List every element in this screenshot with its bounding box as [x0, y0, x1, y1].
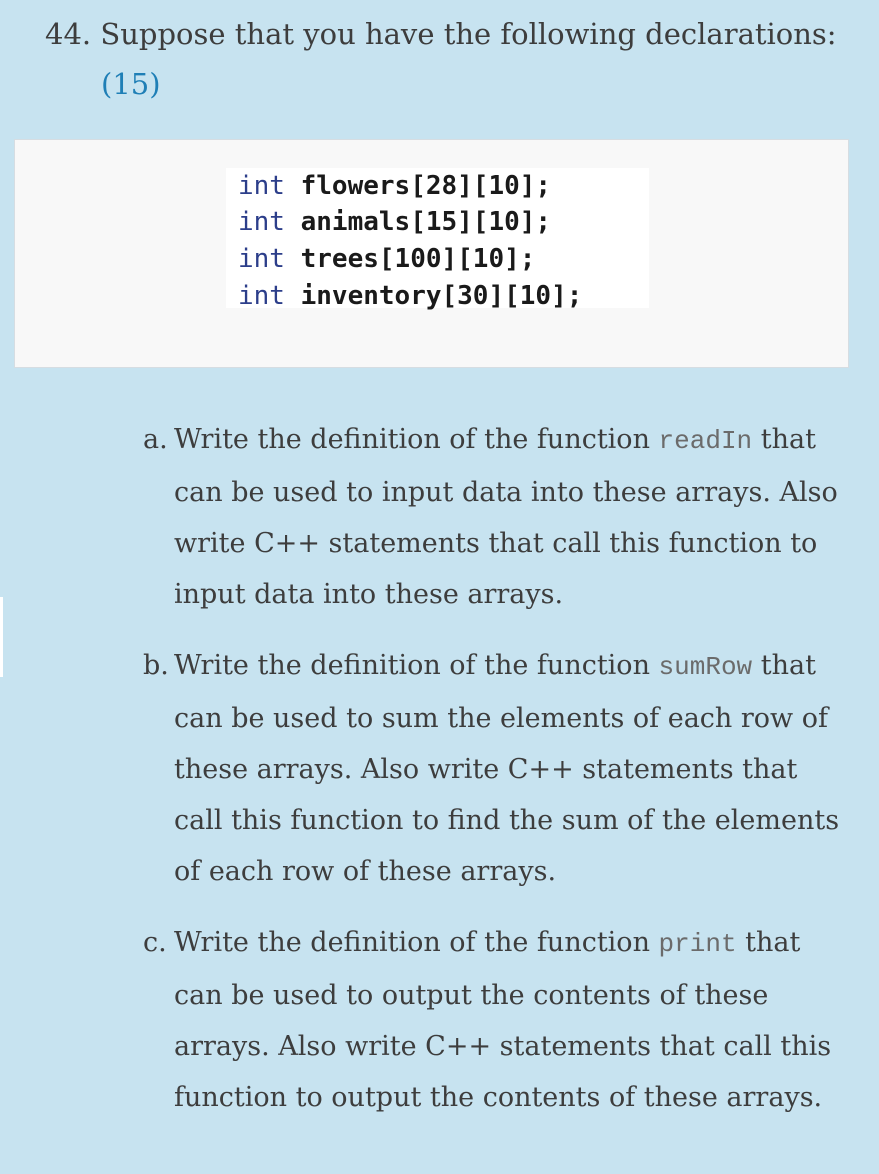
declaration: flowers[28][10];	[300, 171, 552, 201]
type-keyword: int	[238, 244, 285, 274]
question-number: 44.	[45, 17, 92, 51]
question-text: Suppose that you have the following declarations:	[100, 17, 837, 51]
declaration: trees[100][10];	[300, 244, 536, 274]
code-block	[226, 168, 649, 311]
part-text-after: that can be used to sum the elements of each row of these arrays. Also write C++ statements that call this function to find the sum of the elements of each row of these arrays.	[174, 650, 840, 887]
part-b	[143, 640, 843, 897]
part-letter: c.	[143, 927, 167, 958]
part-text-after: that can be used to input data into these arrays. Also write C++ statements that call this function to input data into these arrays.	[174, 424, 838, 610]
code-line-flowers	[238, 168, 551, 204]
code-line-animals	[238, 204, 551, 240]
part-letter: a.	[143, 424, 168, 455]
part-text	[143, 640, 843, 897]
function-name: print	[658, 929, 737, 959]
points-badge: (15)	[101, 67, 161, 101]
type-keyword: int	[238, 281, 285, 311]
part-text	[143, 414, 843, 620]
part-text-before: Write the definition of the function	[174, 424, 659, 455]
function-name: sumRow	[658, 652, 753, 682]
part-a	[143, 414, 843, 620]
declaration: inventory[30][10];	[300, 281, 583, 311]
part-text-after: that can be used to output the contents of these arrays. Also write C++ statements that call this function to output the contents of these arrays.	[174, 927, 832, 1113]
part-text-before: Write the definition of the function	[174, 650, 659, 681]
left-edge-marker	[0, 597, 3, 677]
part-text	[143, 917, 843, 1123]
part-letter: b.	[143, 650, 169, 681]
part-text-before: Write the definition of the function	[174, 927, 659, 958]
question-title	[45, 14, 837, 54]
code-panel	[14, 139, 849, 368]
code-line-inventory	[238, 278, 582, 314]
type-keyword: int	[238, 207, 285, 237]
code-line-trees	[238, 241, 535, 277]
type-keyword: int	[238, 171, 285, 201]
function-name: readIn	[658, 426, 753, 456]
declaration: animals[15][10];	[300, 207, 552, 237]
part-c	[143, 917, 843, 1123]
